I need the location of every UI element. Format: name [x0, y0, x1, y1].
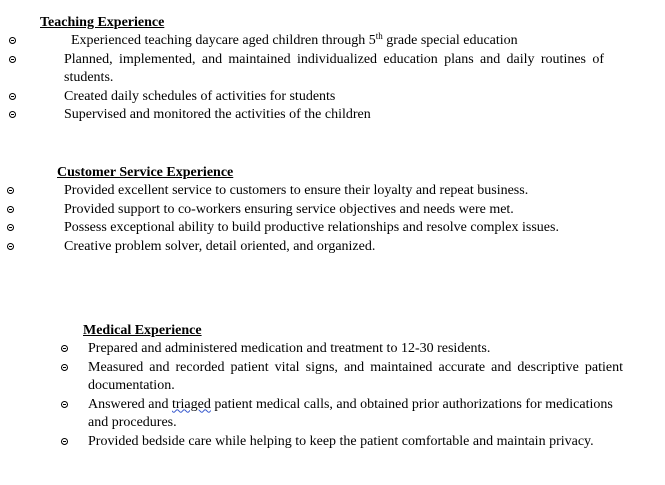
bullet-icon — [61, 401, 68, 408]
list-item — [61, 396, 623, 433]
bullet-icon — [7, 224, 14, 231]
list-item-text: Prepared and administered medication and treatment to 12-30 residents. — [88, 341, 491, 356]
list-item — [5, 201, 609, 220]
bullet-list — [5, 182, 609, 256]
list-item-text: Provided support to co-workers ensuring service objectives and needs were met. — [64, 201, 514, 217]
medical-experience-section — [83, 322, 623, 451]
list-item — [61, 340, 623, 359]
bullet-icon — [61, 364, 68, 371]
list-item-text: Possess exceptional ability to build productive relationships and resolve complex issues. — [64, 220, 559, 235]
teaching-experience-section — [40, 14, 604, 125]
list-item-text: Provided bedside care while helping to keep the patient comfortable and maintain privacy. — [88, 433, 594, 449]
bullet-icon — [61, 345, 68, 352]
list-item-text: Experienced teaching daycare aged children through 5th grade special education — [71, 31, 518, 48]
list-item — [5, 106, 604, 125]
list-item-text: Created daily schedules of activities for students — [64, 88, 336, 104]
bullet-icon — [9, 37, 16, 44]
spellcheck-word: triaged — [171, 396, 211, 412]
bullet-icon — [61, 438, 68, 445]
bullet-icon — [9, 93, 16, 100]
list-item-text: Measured and recorded patient vital signs, and maintained accurate and descriptive patient documentation. — [88, 359, 623, 393]
list-item-text: Supervised and monitored the activities of the children — [64, 107, 371, 122]
list-item — [5, 51, 604, 88]
section-heading: Teaching Experience — [40, 15, 165, 30]
list-item-text: Provided excellent service to customers to ensure their loyalty and repeat business. — [64, 183, 529, 198]
bullet-list — [5, 32, 604, 125]
bullet-icon — [9, 56, 16, 63]
list-item-text: Answered and triaged patient medical calls, and obtained prior authorizations for medications and procedures. — [88, 396, 613, 430]
list-item — [5, 32, 604, 51]
list-item-text: Creative problem solver, detail oriented, and organized. — [64, 238, 376, 254]
section-heading: Medical Experience — [83, 323, 202, 338]
list-item — [5, 238, 609, 257]
list-item-text: Planned, implemented, and maintained individualized education plans and daily routines of students. — [64, 51, 604, 85]
list-item — [5, 88, 604, 107]
list-item — [61, 433, 623, 452]
bullet-icon — [9, 111, 16, 118]
bullet-icon — [7, 187, 14, 194]
list-item — [5, 182, 609, 201]
list-item — [61, 359, 623, 396]
section-heading: Customer Service Experience — [57, 165, 234, 180]
list-item — [5, 219, 609, 238]
bullet-list — [61, 340, 623, 451]
bullet-icon — [7, 243, 14, 250]
bullet-icon — [7, 206, 14, 213]
customer-service-experience-section — [57, 164, 609, 256]
